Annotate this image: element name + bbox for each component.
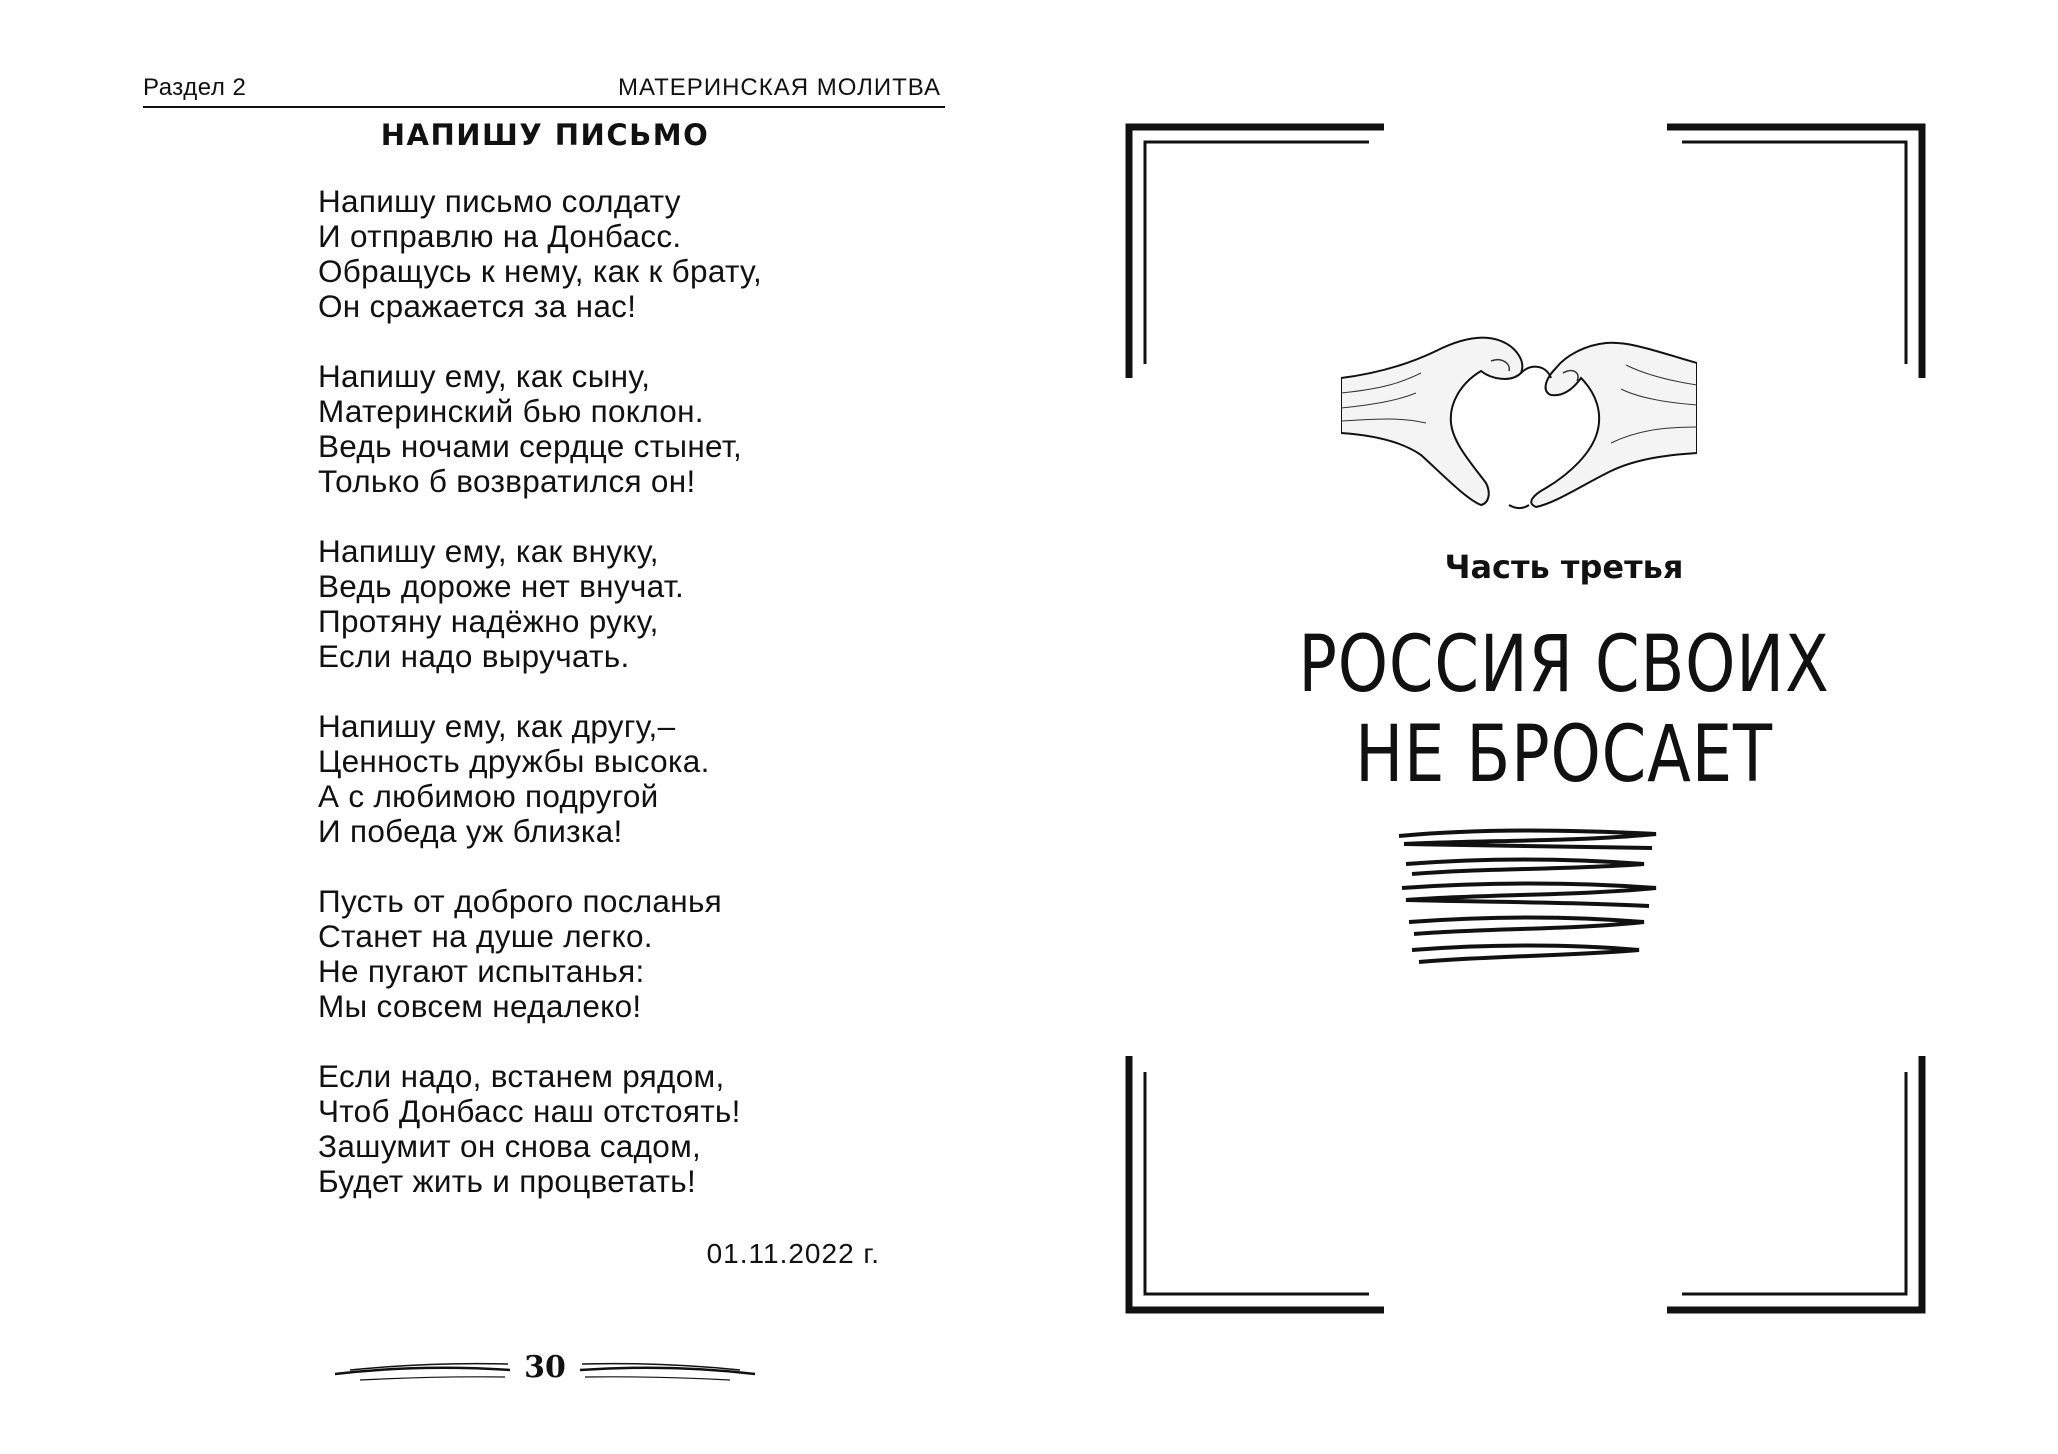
poem-line: Чтоб Донбасс наш отстоять! bbox=[318, 1093, 741, 1129]
poem-line: Ведь дороже нет внучат. bbox=[318, 568, 685, 604]
header-title: МАТЕРИНСКАЯ МОЛИТВА bbox=[618, 74, 941, 101]
running-header bbox=[143, 70, 945, 108]
poem-line: Материнский бью поклон. bbox=[318, 393, 704, 429]
page-number-ornament bbox=[330, 1350, 760, 1390]
stanza-3 bbox=[318, 534, 878, 674]
poem-line: Будет жить и процветать! bbox=[318, 1163, 697, 1199]
poem-line: Только б возвратился он! bbox=[318, 463, 696, 499]
scribble-lines-icon bbox=[1394, 824, 1664, 974]
poem-line: Мы совсем недалеко! bbox=[318, 988, 642, 1024]
page-number: 30 bbox=[524, 1350, 566, 1385]
poem bbox=[318, 184, 878, 1234]
poem-line: Ведь ночами сердце стынет, bbox=[318, 428, 743, 464]
poem-line: Напишу письмо солдату bbox=[318, 183, 681, 219]
poem-line: Протяну надёжно руку, bbox=[318, 603, 659, 639]
poem-line: Если надо, встанем рядом, bbox=[318, 1058, 725, 1094]
stanza-2 bbox=[318, 359, 878, 499]
section-heading bbox=[1248, 620, 1879, 800]
header-section: Раздел 2 bbox=[143, 74, 247, 101]
poem-line: Пусть от доброго посланья bbox=[318, 883, 723, 919]
poem-line: Обращусь к нему, как к брату, bbox=[318, 253, 762, 289]
poem-line: Ценность дружбы высока. bbox=[318, 743, 710, 779]
poem-line: И отправлю на Донбасс. bbox=[318, 218, 682, 254]
poem-line: Не пугают испытанья: bbox=[318, 953, 645, 989]
heading-line-2: НЕ БРОСАЕТ bbox=[1355, 710, 1773, 800]
stanza-6 bbox=[318, 1059, 878, 1199]
poem-line: Он сражается за нас! bbox=[318, 288, 637, 324]
stanza-4 bbox=[318, 709, 878, 849]
poem-line: Напишу ему, как другу,– bbox=[318, 708, 676, 744]
poem-date: 01.11.2022 г. bbox=[706, 1238, 880, 1269]
heading-line-1: РОССИЯ СВОИХ bbox=[1298, 620, 1830, 710]
heart-hands-icon bbox=[1341, 323, 1697, 535]
poem-line: Напишу ему, как внуку, bbox=[318, 533, 659, 569]
poem-title: НАПИШУ ПИСЬМО bbox=[380, 118, 710, 152]
poem-line: Станет на душе легко. bbox=[318, 918, 653, 954]
poem-line: И победа уж близка! bbox=[318, 813, 623, 849]
poem-line: Зашумит он снова садом, bbox=[318, 1128, 702, 1164]
poem-line: А с любимою подругой bbox=[318, 778, 659, 814]
stanza-5 bbox=[318, 884, 878, 1024]
poem-line: Напишу ему, как сыну, bbox=[318, 358, 651, 394]
stanza-1 bbox=[318, 184, 878, 324]
right-page bbox=[1029, 0, 2058, 1454]
poem-line: Если надо выручать. bbox=[318, 638, 630, 674]
part-label: Часть третья bbox=[1444, 548, 1684, 586]
